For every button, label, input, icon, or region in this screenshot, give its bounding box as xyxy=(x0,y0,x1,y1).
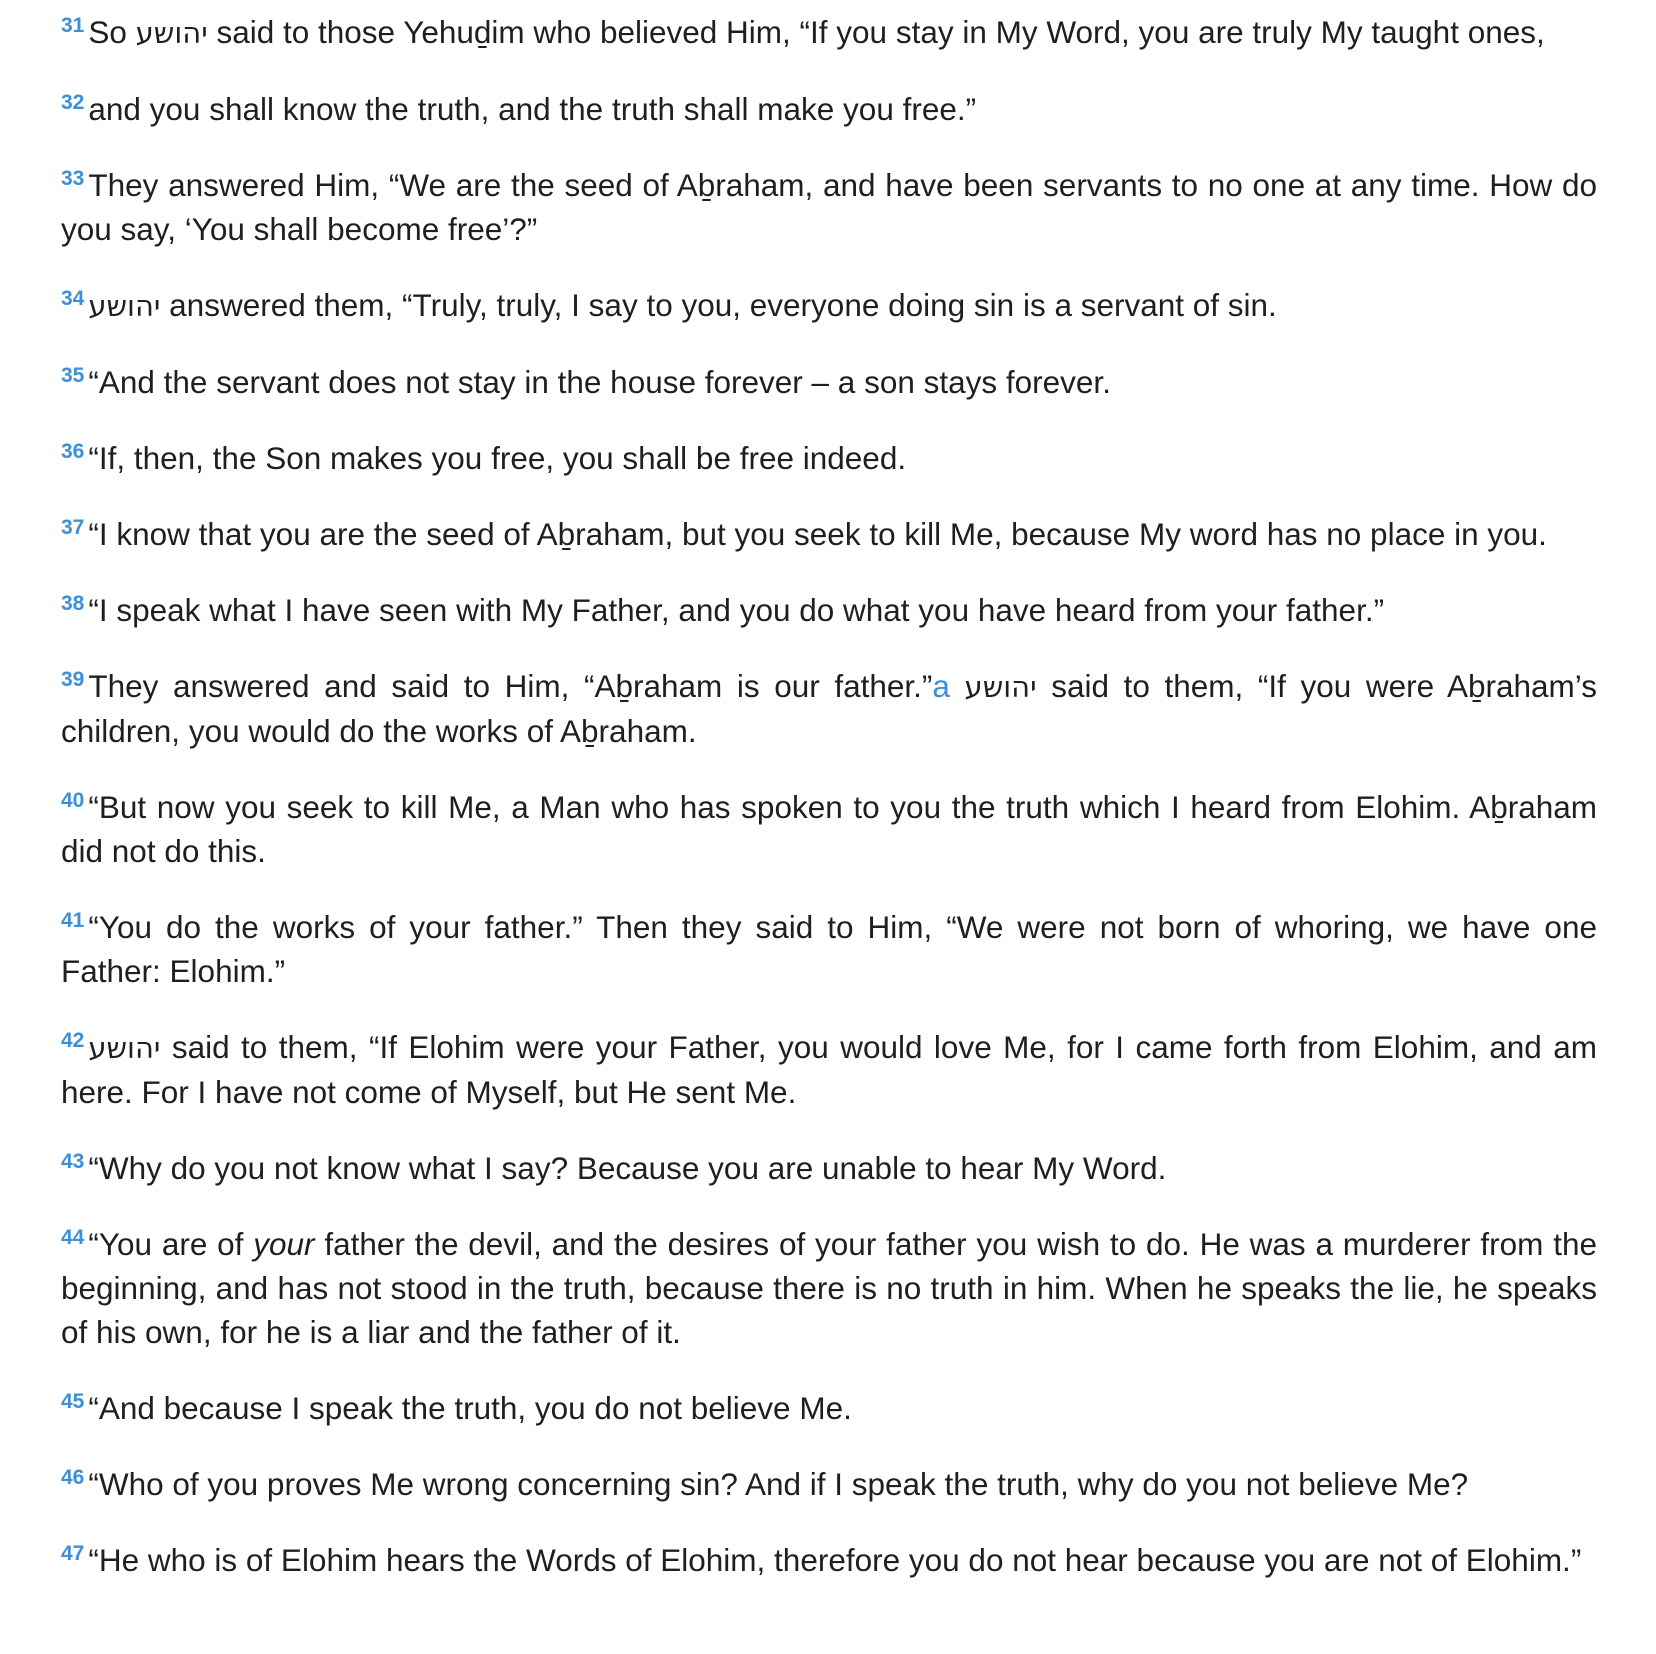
verse-text: said to them, “If you were Aḇraham’s children, you would do the works of Aḇraham. xyxy=(61,668,1597,749)
verse-number: 38 xyxy=(61,592,85,615)
hebrew-name: יהושע xyxy=(88,1031,161,1065)
verse-text: father the devil, and the desires of your father you wish to do. He was a murderer from the beginning, and has not stood in the truth, because there is no truth in him. When he speaks the lie, he speaks of his own, for he is a liar and the father of it. xyxy=(61,1226,1597,1350)
verse-number: 39 xyxy=(61,668,85,691)
verse-36 xyxy=(61,436,1597,480)
verse-47 xyxy=(61,1538,1597,1582)
verse-text: “I speak what I have seen with My Father, and you do what you have heard from your father.” xyxy=(88,592,1385,628)
verse-number: 36 xyxy=(61,440,85,463)
verse-43 xyxy=(61,1146,1597,1190)
verse-number: 33 xyxy=(61,167,85,190)
verse-text: “He who is of Elohim hears the Words of Elohim, therefore you do not hear because you are not of Elohim.” xyxy=(88,1542,1582,1578)
verse-text xyxy=(950,668,965,704)
verse-32 xyxy=(61,87,1597,131)
verse-31 xyxy=(61,10,1597,55)
hebrew-name: יהושע xyxy=(88,289,161,323)
hebrew-name: יהושע xyxy=(135,16,208,50)
scripture-passage xyxy=(61,10,1597,1614)
verse-38 xyxy=(61,588,1597,632)
verse-number: 41 xyxy=(61,909,85,932)
verse-text: “You do the works of your father.” Then they said to Him, “We were not born of whoring, we have one Father: Elohim.” xyxy=(61,909,1597,989)
verse-35 xyxy=(61,360,1597,404)
verse-number: 45 xyxy=(61,1390,85,1413)
verse-37 xyxy=(61,512,1597,556)
verse-33 xyxy=(61,163,1597,251)
verse-text: and you shall know the truth, and the truth shall make you free.” xyxy=(88,91,977,127)
verse-text: “And because I speak the truth, you do not believe Me. xyxy=(88,1390,852,1426)
verse-number: 44 xyxy=(61,1226,85,1249)
verse-text: They answered Him, “We are the seed of Aḇraham, and have been servants to no one at any time. How do you say, ‘You shall become free’?” xyxy=(61,167,1597,247)
verse-text: “But now you seek to kill Me, a Man who has spoken to you the truth which I heard from Elohim. Aḇraham did not do this. xyxy=(61,789,1597,869)
verse-text: answered them, “Truly, truly, I say to you, everyone doing sin is a servant of sin. xyxy=(160,287,1277,323)
verse-34 xyxy=(61,283,1597,328)
verse-number: 42 xyxy=(61,1029,85,1052)
verse-39 xyxy=(61,664,1597,753)
footnote-link[interactable]: a xyxy=(932,668,950,704)
hebrew-name: יהושע xyxy=(964,670,1037,704)
verse-text: So xyxy=(88,14,136,50)
verse-number: 37 xyxy=(61,516,85,539)
verse-text: said to them, “If Elohim were your Father, you would love Me, for I came forth from Elohim, and am here. For I have not come of Myself, but He sent Me. xyxy=(61,1029,1597,1110)
verse-number: 35 xyxy=(61,364,85,387)
verse-text: “And the servant does not stay in the house forever – a son stays forever. xyxy=(88,364,1111,400)
verse-number: 40 xyxy=(61,789,85,812)
verse-number: 32 xyxy=(61,91,85,114)
verse-number: 46 xyxy=(61,1466,85,1489)
verse-44 xyxy=(61,1222,1597,1354)
verse-text: “You are of xyxy=(88,1226,254,1262)
verse-number: 34 xyxy=(61,287,85,310)
verse-number: 43 xyxy=(61,1150,85,1173)
verse-text: They answered and said to Him, “Aḇraham is our father.” xyxy=(88,668,933,704)
verse-number: 47 xyxy=(61,1542,85,1565)
verse-text: “Who of you proves Me wrong concerning sin? And if I speak the truth, why do you not believe Me? xyxy=(88,1466,1469,1502)
italic-text: your xyxy=(253,1226,315,1262)
verse-41 xyxy=(61,905,1597,993)
verse-45 xyxy=(61,1386,1597,1430)
verse-text: “If, then, the Son makes you free, you shall be free indeed. xyxy=(88,440,907,476)
verse-text: “Why do you not know what I say? Because you are unable to hear My Word. xyxy=(88,1150,1167,1186)
verse-text: said to those Yehuḏim who believed Him, “If you stay in My Word, you are truly My taught ones, xyxy=(207,14,1545,50)
verse-46 xyxy=(61,1462,1597,1506)
verse-40 xyxy=(61,785,1597,873)
verse-text: “I know that you are the seed of Aḇraham, but you seek to kill Me, because My word has no place in you. xyxy=(88,516,1547,552)
verse-number: 31 xyxy=(61,14,85,37)
verse-42 xyxy=(61,1025,1597,1114)
